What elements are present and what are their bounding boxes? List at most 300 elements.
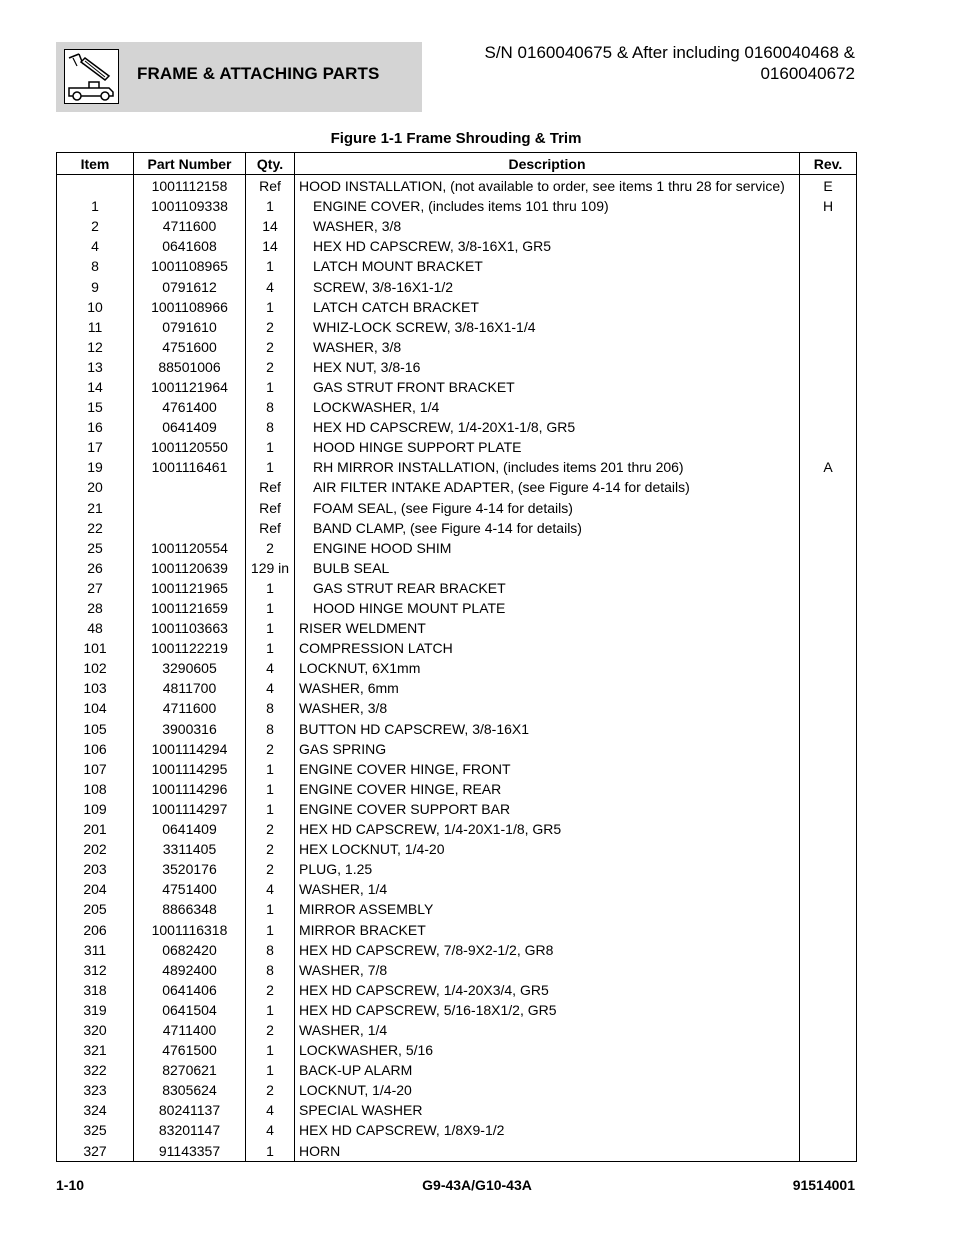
description-cell: WASHER, 7/8: [295, 960, 800, 980]
table-row: [57, 397, 857, 417]
part-number-cell: 4761400: [134, 397, 246, 417]
part-number-cell: 1001114297: [134, 799, 246, 819]
table-row: [57, 899, 857, 919]
item-cell: 104: [57, 698, 134, 718]
part-number-cell: 80241137: [134, 1100, 246, 1120]
qty-cell: 8: [246, 960, 295, 980]
qty-cell: 1: [246, 297, 295, 317]
qty-cell: Ref: [246, 175, 295, 197]
part-number-cell: 1001120639: [134, 558, 246, 578]
item-cell: 106: [57, 739, 134, 759]
description-cell: SCREW, 3/8-16X1-1/2: [295, 276, 800, 296]
part-number-cell: 1001114294: [134, 739, 246, 759]
rev-cell: [800, 236, 857, 256]
qty-cell: Ref: [246, 518, 295, 538]
item-cell: 12: [57, 337, 134, 357]
part-number-cell: 0682420: [134, 940, 246, 960]
qty-cell: 8: [246, 940, 295, 960]
qty-cell: 1: [246, 638, 295, 658]
rev-cell: [800, 437, 857, 457]
description-cell: LOCKWASHER, 5/16: [295, 1040, 800, 1060]
rev-cell: [800, 598, 857, 618]
table-row: [57, 1040, 857, 1060]
rev-cell: [800, 357, 857, 377]
qty-cell: 1: [246, 457, 295, 477]
part-number-cell: 1001116318: [134, 919, 246, 939]
item-cell: 321: [57, 1040, 134, 1060]
description-cell: BAND CLAMP, (see Figure 4-14 for details): [295, 518, 800, 538]
qty-cell: 1: [246, 196, 295, 216]
rev-cell: [800, 1020, 857, 1040]
rev-cell: [800, 1060, 857, 1080]
rev-cell: [800, 276, 857, 296]
description-cell: RH MIRROR INSTALLATION, (includes items 201 thru 206): [295, 457, 800, 477]
part-number-cell: 3900316: [134, 719, 246, 739]
table-row: [57, 518, 857, 538]
rev-cell: [800, 739, 857, 759]
part-number-cell: 1001114295: [134, 759, 246, 779]
rev-cell: [800, 477, 857, 497]
table-row: [57, 477, 857, 497]
part-number-cell: 1001120550: [134, 437, 246, 457]
description-cell: HEX HD CAPSCREW, 1/8X9-1/2: [295, 1120, 800, 1140]
rev-cell: A: [800, 457, 857, 477]
rev-cell: E: [800, 175, 857, 197]
table-row: [57, 196, 857, 216]
description-cell: ENGINE COVER HINGE, FRONT: [295, 759, 800, 779]
qty-cell: 1: [246, 1040, 295, 1060]
item-cell: 16: [57, 417, 134, 437]
qty-cell: 8: [246, 698, 295, 718]
part-number-cell: 4811700: [134, 678, 246, 698]
item-cell: 105: [57, 719, 134, 739]
qty-cell: 4: [246, 276, 295, 296]
part-number-cell: 8270621: [134, 1060, 246, 1080]
table-row: [57, 940, 857, 960]
rev-cell: [800, 397, 857, 417]
table-row: [57, 739, 857, 759]
part-number-cell: 3311405: [134, 839, 246, 859]
item-cell: 20: [57, 477, 134, 497]
description-cell: PLUG, 1.25: [295, 859, 800, 879]
item-cell: 201: [57, 819, 134, 839]
description-cell: HOOD HINGE SUPPORT PLATE: [295, 437, 800, 457]
rev-cell: [800, 518, 857, 538]
part-number-cell: 4711600: [134, 216, 246, 236]
part-number-cell: 1001108966: [134, 297, 246, 317]
table-row: [57, 1020, 857, 1040]
table-row: [57, 1100, 857, 1120]
table-header-row: [57, 153, 857, 175]
qty-cell: 2: [246, 859, 295, 879]
rev-cell: [800, 337, 857, 357]
rev-cell: [800, 839, 857, 859]
rev-cell: [800, 960, 857, 980]
rev-cell: [800, 256, 857, 276]
description-cell: COMPRESSION LATCH: [295, 638, 800, 658]
table-row: [57, 357, 857, 377]
description-cell: FOAM SEAL, (see Figure 4-14 for details): [295, 498, 800, 518]
rev-cell: [800, 919, 857, 939]
qty-cell: 1: [246, 919, 295, 939]
qty-cell: 1: [246, 256, 295, 276]
item-cell: 103: [57, 678, 134, 698]
table-row: [57, 779, 857, 799]
table-row: [57, 1080, 857, 1100]
rev-cell: [800, 216, 857, 236]
qty-cell: 1: [246, 799, 295, 819]
parts-table-body: [57, 175, 857, 1162]
qty-cell: Ref: [246, 477, 295, 497]
part-number-cell: 0641409: [134, 417, 246, 437]
item-cell: [57, 175, 134, 197]
qty-cell: 2: [246, 839, 295, 859]
description-cell: GAS SPRING: [295, 739, 800, 759]
part-number-cell: 88501006: [134, 357, 246, 377]
item-cell: 101: [57, 638, 134, 658]
qty-cell: 8: [246, 719, 295, 739]
description-cell: HEX HD CAPSCREW, 1/4-20X3/4, GR5: [295, 980, 800, 1000]
item-cell: 203: [57, 859, 134, 879]
description-cell: HOOD INSTALLATION, (not available to order, see items 1 thru 28 for service): [295, 175, 800, 197]
item-cell: 25: [57, 538, 134, 558]
item-cell: 2: [57, 216, 134, 236]
description-cell: HOOD HINGE MOUNT PLATE: [295, 598, 800, 618]
item-cell: 21: [57, 498, 134, 518]
description-cell: HEX HD CAPSCREW, 1/4-20X1-1/8, GR5: [295, 417, 800, 437]
figure-title: Figure 1-1 Frame Shrouding & Trim: [330, 130, 582, 147]
item-cell: 320: [57, 1020, 134, 1040]
table-row: [57, 819, 857, 839]
qty-cell: Ref: [246, 498, 295, 518]
part-number-cell: 1001114296: [134, 779, 246, 799]
table-row: [57, 377, 857, 397]
rev-cell: [800, 1100, 857, 1120]
item-cell: 311: [57, 940, 134, 960]
description-cell: HEX LOCKNUT, 1/4-20: [295, 839, 800, 859]
part-number-cell: [134, 518, 246, 538]
qty-cell: 1: [246, 578, 295, 598]
item-cell: 17: [57, 437, 134, 457]
parts-table: [56, 152, 857, 1162]
qty-cell: 4: [246, 879, 295, 899]
table-row: [57, 598, 857, 618]
qty-cell: 1: [246, 618, 295, 638]
table-row: [57, 719, 857, 739]
serial-line-2: 0160040672: [760, 64, 855, 83]
rev-cell: [800, 1000, 857, 1020]
item-cell: 26: [57, 558, 134, 578]
telehandler-logo-icon: [64, 49, 119, 104]
part-number-cell: 0791612: [134, 276, 246, 296]
qty-cell: 2: [246, 337, 295, 357]
rev-cell: [800, 417, 857, 437]
serial-number-range: [484, 42, 855, 84]
description-cell: AIR FILTER INTAKE ADAPTER, (see Figure 4-14 for details): [295, 477, 800, 497]
rev-cell: [800, 618, 857, 638]
item-cell: 206: [57, 919, 134, 939]
rev-cell: [800, 940, 857, 960]
part-number-cell: 1001103663: [134, 618, 246, 638]
description-cell: ENGINE COVER HINGE, REAR: [295, 779, 800, 799]
rev-cell: [800, 538, 857, 558]
item-cell: 15: [57, 397, 134, 417]
table-row: [57, 276, 857, 296]
item-cell: 11: [57, 317, 134, 337]
qty-cell: 1: [246, 1060, 295, 1080]
qty-cell: 2: [246, 357, 295, 377]
description-cell: WHIZ-LOCK SCREW, 3/8-16X1-1/4: [295, 317, 800, 337]
rev-cell: [800, 317, 857, 337]
item-cell: 324: [57, 1100, 134, 1120]
qty-cell: 2: [246, 980, 295, 1000]
rev-cell: [800, 779, 857, 799]
table-row: [57, 919, 857, 939]
table-row: [57, 658, 857, 678]
table-row: [57, 538, 857, 558]
description-cell: WASHER, 1/4: [295, 1020, 800, 1040]
part-number-cell: 8866348: [134, 899, 246, 919]
item-cell: 22: [57, 518, 134, 538]
part-number-cell: 1001108965: [134, 256, 246, 276]
item-cell: 8: [57, 256, 134, 276]
table-row: [57, 799, 857, 819]
description-cell: RISER WELDMENT: [295, 618, 800, 638]
part-number-cell: 4711600: [134, 698, 246, 718]
qty-cell: 14: [246, 236, 295, 256]
item-cell: 327: [57, 1141, 134, 1162]
table-row: [57, 216, 857, 236]
table-row: [57, 498, 857, 518]
rev-cell: [800, 1080, 857, 1100]
table-row: [57, 437, 857, 457]
table-row: [57, 1141, 857, 1162]
item-cell: 9: [57, 276, 134, 296]
rev-cell: [800, 819, 857, 839]
section-title: FRAME & ATTACHING PARTS: [137, 64, 380, 83]
part-number-cell: [134, 498, 246, 518]
qty-cell: 1: [246, 899, 295, 919]
table-row: [57, 297, 857, 317]
rev-cell: [800, 658, 857, 678]
qty-cell: 4: [246, 678, 295, 698]
description-cell: LOCKWASHER, 1/4: [295, 397, 800, 417]
item-cell: 1: [57, 196, 134, 216]
rev-cell: [800, 1141, 857, 1162]
rev-cell: H: [800, 196, 857, 216]
rev-cell: [800, 638, 857, 658]
part-number-cell: 0641504: [134, 1000, 246, 1020]
col-header-rev: Rev.: [800, 153, 857, 175]
table-row: [57, 317, 857, 337]
item-cell: 28: [57, 598, 134, 618]
item-cell: 204: [57, 879, 134, 899]
rev-cell: [800, 678, 857, 698]
part-number-cell: 1001121965: [134, 578, 246, 598]
description-cell: ENGINE COVER SUPPORT BAR: [295, 799, 800, 819]
rev-cell: [800, 1040, 857, 1060]
table-row: [57, 638, 857, 658]
item-cell: 13: [57, 357, 134, 377]
description-cell: LATCH CATCH BRACKET: [295, 297, 800, 317]
col-header-qty: Qty.: [246, 153, 295, 175]
table-row: [57, 457, 857, 477]
part-number-cell: 8305624: [134, 1080, 246, 1100]
description-cell: HEX HD CAPSCREW, 5/16-18X1/2, GR5: [295, 1000, 800, 1020]
table-row: [57, 859, 857, 879]
col-header-part-number: Part Number: [134, 153, 246, 175]
table-row: [57, 578, 857, 598]
rev-cell: [800, 558, 857, 578]
part-number-cell: 1001121659: [134, 598, 246, 618]
table-row: [57, 558, 857, 578]
part-number-cell: 4751400: [134, 879, 246, 899]
qty-cell: 4: [246, 658, 295, 678]
description-cell: LATCH MOUNT BRACKET: [295, 256, 800, 276]
item-cell: 325: [57, 1120, 134, 1140]
part-number-cell: 4751600: [134, 337, 246, 357]
table-row: [57, 960, 857, 980]
description-cell: BUTTON HD CAPSCREW, 3/8-16X1: [295, 719, 800, 739]
qty-cell: 2: [246, 739, 295, 759]
serial-line-1: S/N 0160040675 & After including 0160040468 &: [484, 43, 855, 62]
part-number-cell: 1001116461: [134, 457, 246, 477]
rev-cell: [800, 980, 857, 1000]
item-cell: 323: [57, 1080, 134, 1100]
rev-cell: [800, 799, 857, 819]
table-row: [57, 1060, 857, 1080]
item-cell: 27: [57, 578, 134, 598]
description-cell: HORN: [295, 1141, 800, 1162]
item-cell: 10: [57, 297, 134, 317]
item-cell: 202: [57, 839, 134, 859]
page-number: 1-10: [56, 1177, 85, 1193]
item-cell: 109: [57, 799, 134, 819]
description-cell: MIRROR BRACKET: [295, 919, 800, 939]
col-header-item: Item: [57, 153, 134, 175]
part-number-cell: 0641608: [134, 236, 246, 256]
part-number-cell: 3290605: [134, 658, 246, 678]
part-number-cell: 1001122219: [134, 638, 246, 658]
table-row: [57, 1000, 857, 1020]
description-cell: GAS STRUT REAR BRACKET: [295, 578, 800, 598]
document-number: 91514001: [792, 1177, 855, 1193]
model-number: G9-43A/G10-43A: [422, 1177, 532, 1193]
qty-cell: 129 in: [246, 558, 295, 578]
table-row: [57, 759, 857, 779]
table-row: [57, 337, 857, 357]
description-cell: LOCKNUT, 1/4-20: [295, 1080, 800, 1100]
qty-cell: 1: [246, 437, 295, 457]
description-cell: LOCKNUT, 6X1mm: [295, 658, 800, 678]
qty-cell: 4: [246, 1120, 295, 1140]
rev-cell: [800, 759, 857, 779]
rev-cell: [800, 1120, 857, 1140]
qty-cell: 2: [246, 1020, 295, 1040]
part-number-cell: 91143357: [134, 1141, 246, 1162]
part-number-cell: 1001109338: [134, 196, 246, 216]
qty-cell: 4: [246, 1100, 295, 1120]
item-cell: 312: [57, 960, 134, 980]
qty-cell: 14: [246, 216, 295, 236]
item-cell: 318: [57, 980, 134, 1000]
table-row: [57, 256, 857, 276]
qty-cell: 2: [246, 317, 295, 337]
description-cell: ENGINE HOOD SHIM: [295, 538, 800, 558]
table-row: [57, 417, 857, 437]
rev-cell: [800, 498, 857, 518]
qty-cell: 1: [246, 598, 295, 618]
description-cell: WASHER, 1/4: [295, 879, 800, 899]
table-row: [57, 879, 857, 899]
qty-cell: 2: [246, 538, 295, 558]
table-row: [57, 618, 857, 638]
description-cell: GAS STRUT FRONT BRACKET: [295, 377, 800, 397]
description-cell: BULB SEAL: [295, 558, 800, 578]
table-row: [57, 1120, 857, 1140]
table-row: [57, 678, 857, 698]
item-cell: 102: [57, 658, 134, 678]
description-cell: WASHER, 3/8: [295, 337, 800, 357]
part-number-cell: 4711400: [134, 1020, 246, 1040]
item-cell: 205: [57, 899, 134, 919]
rev-cell: [800, 859, 857, 879]
qty-cell: 1: [246, 1141, 295, 1162]
rev-cell: [800, 719, 857, 739]
table-row: [57, 175, 857, 197]
rev-cell: [800, 879, 857, 899]
part-number-cell: 4761500: [134, 1040, 246, 1060]
part-number-cell: [134, 477, 246, 497]
rev-cell: [800, 578, 857, 598]
qty-cell: 8: [246, 417, 295, 437]
rev-cell: [800, 377, 857, 397]
description-cell: WASHER, 6mm: [295, 678, 800, 698]
item-cell: 108: [57, 779, 134, 799]
description-cell: HEX HD CAPSCREW, 7/8-9X2-1/2, GR8: [295, 940, 800, 960]
description-cell: WASHER, 3/8: [295, 216, 800, 236]
part-number-cell: 1001121964: [134, 377, 246, 397]
table-row: [57, 698, 857, 718]
item-cell: 107: [57, 759, 134, 779]
table-row: [57, 236, 857, 256]
description-cell: MIRROR ASSEMBLY: [295, 899, 800, 919]
part-number-cell: 0791610: [134, 317, 246, 337]
qty-cell: 2: [246, 1080, 295, 1100]
qty-cell: 1: [246, 377, 295, 397]
description-cell: HEX HD CAPSCREW, 1/4-20X1-1/8, GR5: [295, 819, 800, 839]
part-number-cell: 4892400: [134, 960, 246, 980]
col-header-description: Description: [295, 153, 800, 175]
table-row: [57, 980, 857, 1000]
rev-cell: [800, 297, 857, 317]
qty-cell: 2: [246, 819, 295, 839]
rev-cell: [800, 698, 857, 718]
item-cell: 4: [57, 236, 134, 256]
qty-cell: 1: [246, 759, 295, 779]
item-cell: 48: [57, 618, 134, 638]
part-number-cell: 0641406: [134, 980, 246, 1000]
part-number-cell: 3520176: [134, 859, 246, 879]
description-cell: ENGINE COVER, (includes items 101 thru 109): [295, 196, 800, 216]
part-number-cell: 1001120554: [134, 538, 246, 558]
description-cell: HEX HD CAPSCREW, 3/8-16X1, GR5: [295, 236, 800, 256]
description-cell: WASHER, 3/8: [295, 698, 800, 718]
item-cell: 19: [57, 457, 134, 477]
part-number-cell: 1001112158: [134, 175, 246, 197]
item-cell: 322: [57, 1060, 134, 1080]
part-number-cell: 0641409: [134, 819, 246, 839]
